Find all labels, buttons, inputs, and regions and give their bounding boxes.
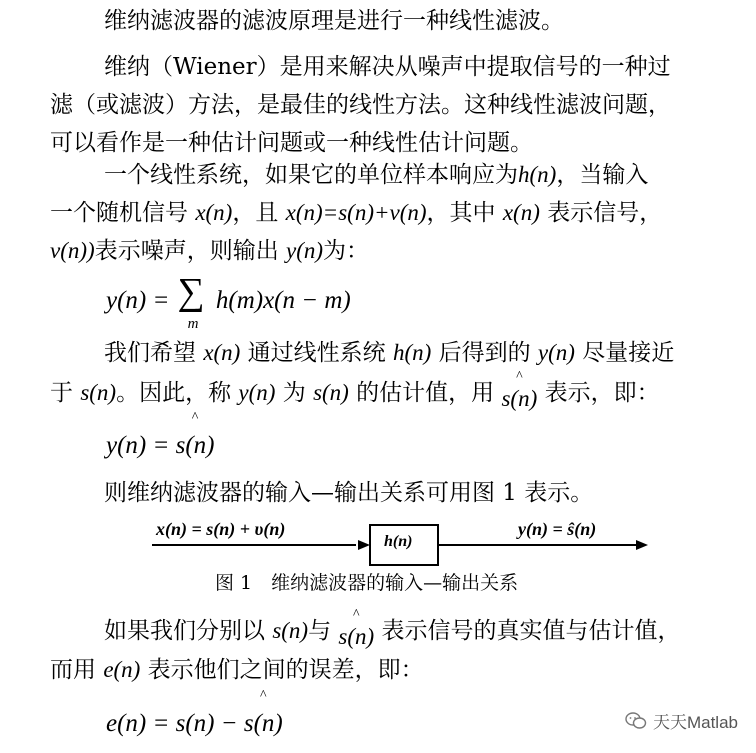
h-of-n: h(n) xyxy=(392,340,432,365)
h-of-n: h(n) xyxy=(518,162,557,187)
s-of-n: s(n) xyxy=(272,618,309,643)
paragraph-6-line-1: 如果我们分别以 s(n)与 ^ s(n) 表示信号的真实值与估计值， xyxy=(104,616,681,646)
paragraph-3-line-2: 一个随机信号 x(n)，且 x(n)=s(n)+v(n)，其中 x(n) 表示信号， xyxy=(50,200,663,226)
v-of-n: v(n)) xyxy=(50,238,95,263)
paragraph-4-line-2: 于 s(n)。因此，称 y(n) 为 s(n) 的估计值，用 ^ s(n) 表示，即： xyxy=(50,378,660,408)
equation-error: e(n) = s(n) − ^ s(n) xyxy=(106,688,283,737)
paragraph-4-line-1: 我们希望 x(n) 通过线性系统 h(n) 后得到的 y(n) 尽量接近 xyxy=(104,340,675,366)
s-of-n: s(n) xyxy=(80,380,117,405)
wechat-icon xyxy=(625,712,647,730)
paragraph-6-line-2: 而用 e(n) 表示他们之间的误差，即： xyxy=(50,657,424,683)
s-of-n: s(n) xyxy=(313,380,349,405)
x-of-n: x(n) xyxy=(502,200,540,225)
paragraph-3-line-3: v(n))表示噪声，则输出 y(n)为： xyxy=(50,238,370,264)
paragraph-1: 维纳滤波器的滤波原理是进行一种线性滤波。 xyxy=(104,8,564,34)
s-hat-of-n: ^ s(n) xyxy=(175,410,215,459)
x-decomposition: x(n)=s(n)+v(n) xyxy=(285,200,427,225)
y-of-n: y(n) xyxy=(238,380,276,405)
input-label: x(n) = s(n) + υ(n) xyxy=(156,519,286,539)
summation xyxy=(176,271,210,332)
sum-symbol: ∑ xyxy=(177,271,205,313)
paragraph-2-line-1: 维纳（Wiener）是用来解决从噪声中提取信号的一种过 xyxy=(104,54,671,80)
equation-estimate: y(n) = ^ s(n) xyxy=(106,410,215,459)
paragraph-3-line-1: 一个线性系统，如果它的单位样本响应为h(n)，当输入 xyxy=(104,162,649,188)
paragraph-2-line-3: 可以看作是一种估计问题或一种线性估计问题。 xyxy=(50,130,533,156)
sum-index: m xyxy=(187,316,199,332)
watermark-text: 天天Matlab xyxy=(652,713,738,732)
output-arrowhead xyxy=(636,540,648,550)
e-of-n: e(n) xyxy=(103,657,141,682)
y-of-n: y(n) xyxy=(286,238,324,263)
s-hat-of-n: ^ s(n) xyxy=(243,688,283,737)
y-of-n: y(n) xyxy=(537,340,575,365)
paragraph-2-line-2: 滤（或滤波）方法，是最佳的线性方法。这种线性滤波问题， xyxy=(50,92,671,118)
s-hat-of-n: ^ s(n) xyxy=(501,369,538,411)
s-hat-of-n: ^ s(n) xyxy=(338,607,375,649)
figure-1-diagram xyxy=(148,515,652,567)
equation-convolution: y(n) = ∑ m h(m)x(n − m) xyxy=(106,271,351,332)
watermark xyxy=(625,708,738,733)
block-label: h(n) xyxy=(384,533,413,550)
output-label: y(n) = ŝ(n) xyxy=(518,519,597,539)
x-of-n: x(n) xyxy=(195,200,233,225)
x-of-n: x(n) xyxy=(203,340,241,365)
paragraph-5: 则维纳滤波器的输入—输出关系可用图 1 表示。 xyxy=(104,480,594,506)
figure-1-caption: 图 1 维纳滤波器的输入—输出关系 xyxy=(215,572,519,594)
input-arrowhead xyxy=(358,540,370,550)
